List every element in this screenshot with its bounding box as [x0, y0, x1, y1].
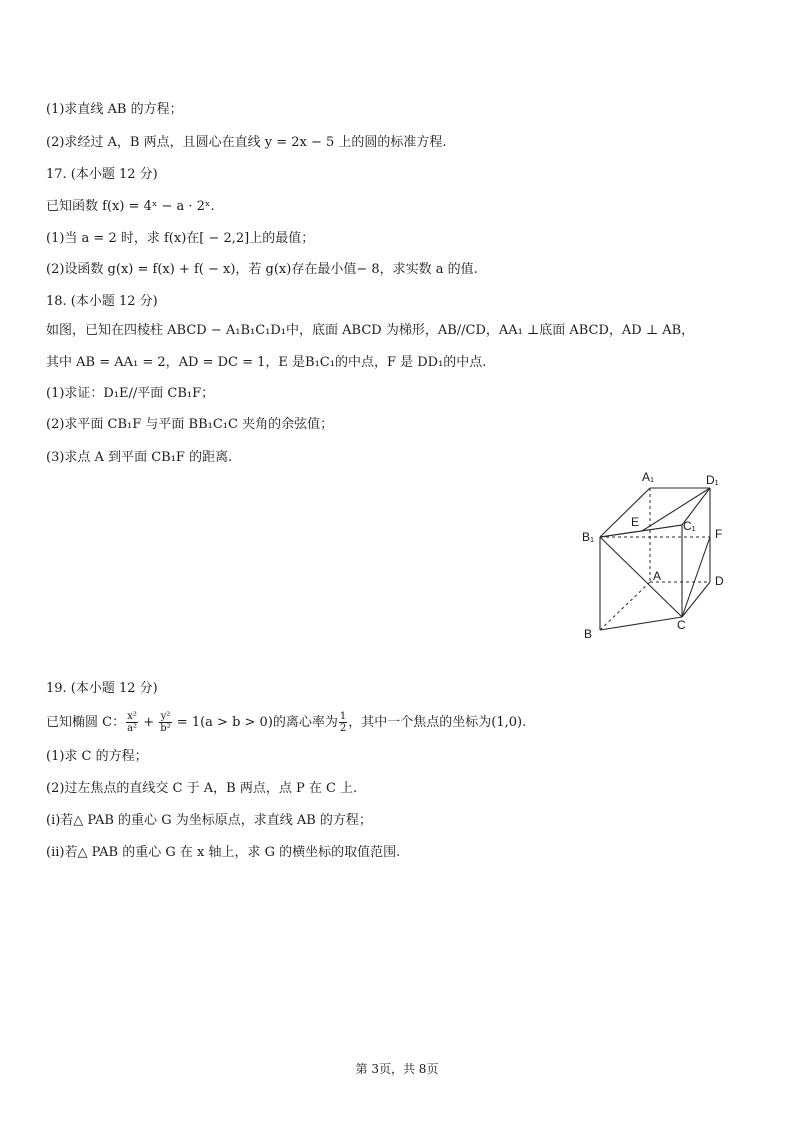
- q18-heading: 18. (本小题 12 分): [46, 294, 158, 309]
- q18-stem-line2: 其中 AB = AA₁ = 2，AD = DC = 1，E 是B₁C₁的中点，F 是 DD₁的中点.: [46, 355, 487, 370]
- label-f: F: [715, 527, 723, 541]
- q19-part2-ii: (ii)若△ PAB 的重心 G 在 x 轴上，求 G 的横坐标的取值范围.: [46, 845, 401, 860]
- label-a1: A₁: [642, 470, 655, 484]
- label-c: C: [677, 618, 686, 632]
- edge-e-d1: [642, 488, 710, 531]
- edge-c-d: [682, 582, 710, 617]
- q19-stem-a: 已知椭圆 C：: [46, 715, 126, 730]
- q19-part2: (2)过左焦点的直线交 C 于 A，B 两点，点 P 在 C 上.: [46, 781, 358, 796]
- q16-part1: (1)求直线 AB 的方程；: [46, 102, 183, 117]
- label-a: A: [653, 569, 662, 583]
- q19-stem-c: ，其中一个焦点的坐标为(1,0).: [348, 715, 527, 730]
- q19-part1: (1)求 C 的方程；: [46, 749, 148, 764]
- frac-one-half: [339, 711, 347, 734]
- edge-e-c1: [642, 525, 682, 531]
- frac-b2-den: b²: [160, 723, 171, 734]
- frac-half-num: 1: [339, 711, 347, 722]
- q17-part1: (1)当 a = 2 时，求 f(x)在[ − 2,2]上的最值；: [46, 231, 315, 246]
- frac-y2-num: y²: [160, 711, 171, 722]
- q18-part3: (3)求点 A 到平面 CB₁F 的距离.: [46, 450, 233, 465]
- frac-x2-num: x²: [127, 711, 137, 722]
- edge-b-c: [600, 617, 682, 630]
- q19-plus: +: [139, 715, 159, 730]
- edge-b1-a1: [600, 488, 650, 537]
- q17-heading: 17. (本小题 12 分): [46, 167, 158, 182]
- q16-part2: (2)求经过 A，B 两点，且圆心在直线 y = 2x − 5 上的圆的标准方程.: [46, 135, 447, 150]
- q19-stem-b: = 1(a > b > 0)的离心率为: [172, 715, 338, 730]
- q19-heading: 19. (本小题 12 分): [46, 681, 158, 696]
- frac-half-den: 2: [339, 723, 347, 734]
- q18-part2: (2)求平面 CB₁F 与平面 BB₁C₁C 夹角的余弦值；: [46, 417, 334, 432]
- q19-part2-i: (i)若△ PAB 的重心 G 为坐标原点，求直线 AB 的方程；: [46, 813, 372, 828]
- q18-part1: (1)求证：D₁E//平面 CB₁F；: [46, 386, 215, 401]
- page-footer: 第 3页，共 8页: [355, 1062, 439, 1076]
- q17-stem: 已知函数 f(x) = 4ˣ − a · 2ˣ.: [46, 199, 215, 214]
- edge-c-f: [682, 537, 710, 617]
- label-e: E: [631, 515, 640, 529]
- frac-y2-b2: [159, 711, 171, 734]
- prism-figure: [572, 462, 742, 644]
- q17-part2: (2)设函数 g(x) = f(x) + f( − x)，若 g(x)存在最小值− 8，求实数 a 的值.: [46, 262, 478, 277]
- edge-b1-c: [600, 537, 682, 617]
- q19-stem: [46, 711, 526, 734]
- frac-a2-den: a²: [127, 723, 138, 734]
- label-b: B: [584, 627, 593, 641]
- label-d: D: [715, 574, 724, 588]
- frac-x2-a2: [126, 711, 138, 734]
- label-c1: C₁: [683, 519, 696, 533]
- q18-stem-line1: 如图，已知在四棱柱 ABCD − A₁B₁C₁D₁中，底面 ABCD 为梯形，AB//CD，AA₁ ⊥底面 ABCD，AD ⊥ AB，: [46, 323, 695, 338]
- label-b1: B₁: [582, 530, 595, 544]
- label-d1: D₁: [706, 473, 719, 487]
